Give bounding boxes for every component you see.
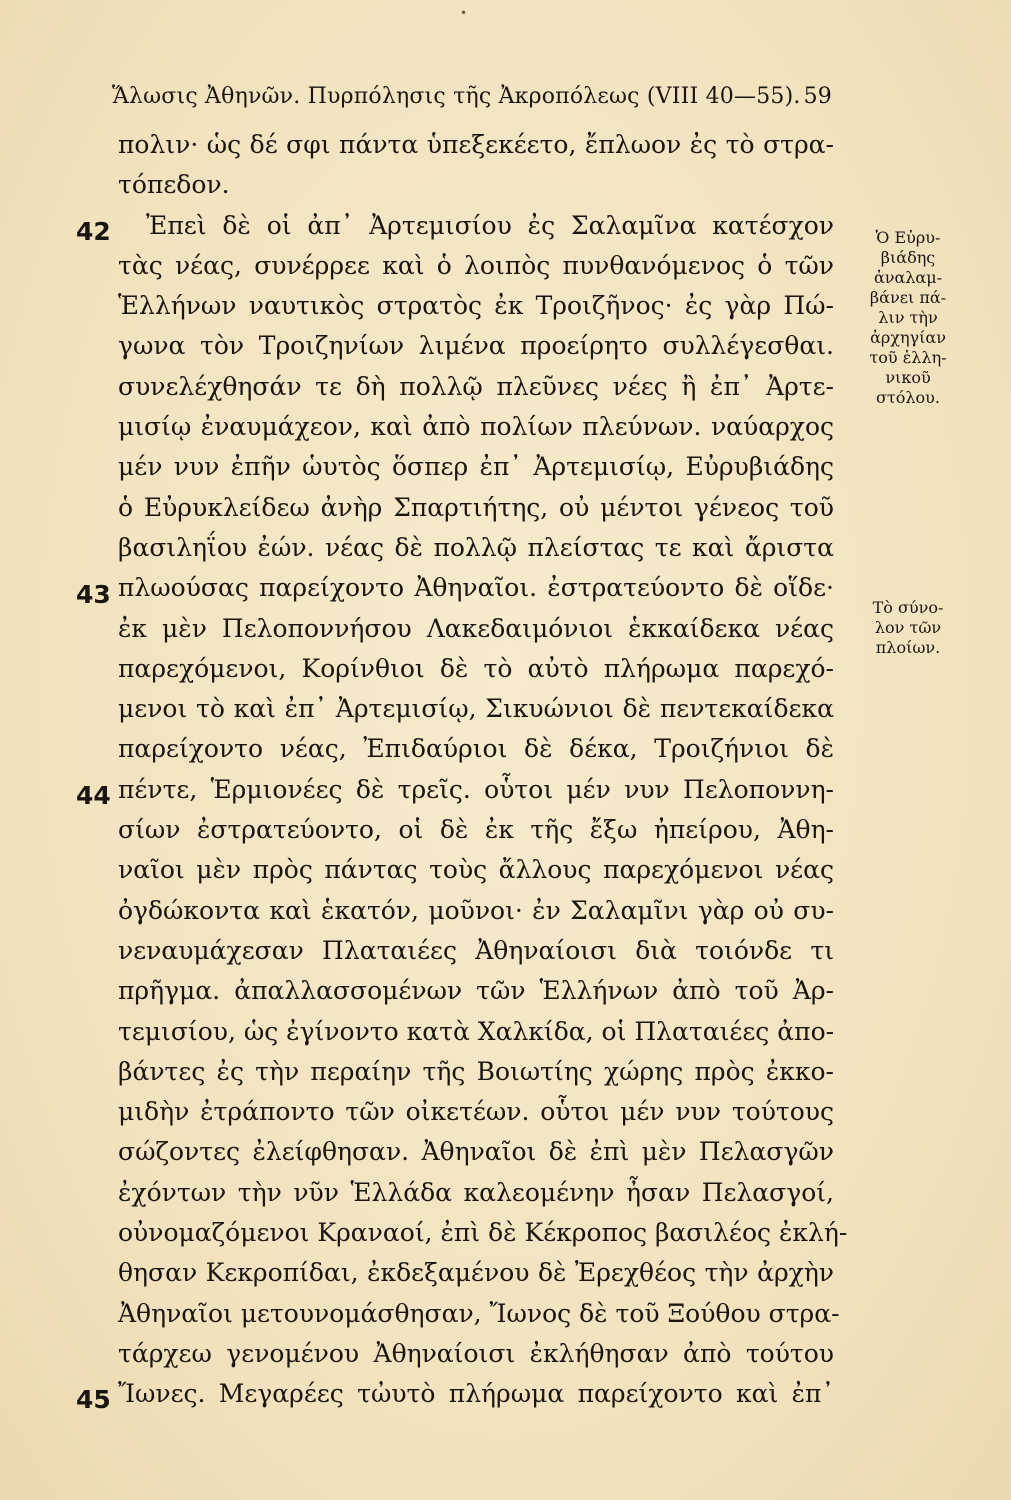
text-line: ἐχόντων τὴν νῦν Ἑλλάδα καλεομένην ἦσαν Πελασγοί, [118,1177,834,1207]
text-line: μέν νυν ἐπῆν ὡυτὸς ὅσπερ ἐπ᾽ Ἀρτεμισίῳ, Εὐρυβιάδης [118,452,834,482]
text-line: συνελέχθησάν τε δὴ πολλῷ πλεῦνες νέες ἢ ἐπ᾽ Ἀρτε- [118,371,834,401]
margin-note-line: λον τῶν [874,618,942,637]
text-line: Ἴωνες. Μεγαρέες τὠυτὸ πλήρωμα παρείχοντο καὶ ἐπ᾽ [118,1379,834,1409]
text-line: πλωούσας παρείχοντο Ἀθηναῖοι. ἐστρατεύοντο δὲ οἵδε· [118,573,834,603]
text-line: γωνα τὸν Τροιζηνίων λιμένα προείρητο συλλέγεσθαι. [118,331,834,361]
margin-note-line: ἀναλαμ- [873,268,943,287]
margin-note-line: λιν τὴν [878,308,938,327]
chapter-number: 45 [76,1385,111,1414]
text-line: παρεχόμενοι, Κορίνθιοι δὲ τὸ αὐτὸ πλήρωμα παρεχό- [118,653,834,683]
text-line: νεναυμάχεσαν Πλαταιέες Ἀθηναίοισι διὰ τοιόνδε τι [118,935,834,965]
text-line: σίων ἐστρατεύοντο, οἱ δὲ ἐκ τῆς ἔξω ἠπείρου, Ἀθη- [118,815,834,845]
text-line: οὐνομαζόμενοι Κραναοί, ἐπὶ δὲ Κέκροπος βασιλέος ἐκλή- [118,1218,848,1248]
margin-note-line: νικοῦ [885,368,931,387]
text-line: τόπεδον. [118,170,230,200]
margin-note-line: στόλου. [876,388,940,407]
margin-note-line: πλοίων. [875,638,941,657]
text-line: βασιληΐου ἐών. νέας δὲ πολλῷ πλείστας τε καὶ ἄριστα [118,532,834,562]
running-head [112,84,832,109]
margin-note-line: Τὸ σύνο- [872,598,944,617]
margin-note-line: βάνει πά- [869,288,947,307]
text-line: ὁ Εὐρυκλείδεω ἀνὴρ Σπαρτιήτης, οὐ μέντοι γένεος τοῦ [118,492,834,522]
text-line: ἐκ μὲν Πελοποννήσου Λακεδαιμόνιοι ἑκκαίδεκα νέας [118,613,834,643]
text-line: Ἐπεὶ δὲ οἱ ἀπ᾽ Ἀρτεμισίου ἐς Σαλαμῖνα κατέσχον [146,210,834,240]
text-line: μενοι τὸ καὶ ἐπ᾽ Ἀρτεμισίῳ, Σικυώνιοι δὲ πεντεκαίδεκα [118,694,834,724]
page-number: 59 [803,84,832,109]
print-speck: • [460,6,468,20]
margin-note-line: τοῦ ἑλλη- [869,348,947,367]
margin-note-line: βιάδης [880,248,936,267]
text-line: παρείχοντο νέας, Ἐπιδαύριοι δὲ δέκα, Τροιζήνιοι δὲ [118,734,834,764]
text-line: θησαν Κεκροπίδαι, ἐκδεξαμένου δὲ Ἐρεχθέος τὴν ἀρχὴν [118,1258,834,1288]
running-head-title: Ἅλωσις Ἀθηνῶν. Πυρπόλησις τῆς Ἀκροπόλεως (VIII 40—55). [112,84,801,109]
margin-note [848,228,968,408]
text-line: τάρχεω γενομένου Ἀθηναίοισι ἐκλήθησαν ἀπὸ τούτου [118,1338,834,1368]
text-line: πέντε, Ἑρμιονέες δὲ τρεῖς. οὗτοι μέν νυν Πελοποννη- [118,774,834,804]
text-line: μισίῳ ἐναυμάχεον, καὶ ἀπὸ πολίων πλεύνων. ναύαρχος [118,412,834,442]
text-line: Ἀθηναῖοι μετουνομάσθησαν, Ἴωνος δὲ τοῦ Ξούθου στρα- [118,1298,840,1328]
text-line: ὀγδώκοντα καὶ ἑκατόν, μοῦνοι· ἐν Σαλαμῖνι γὰρ οὐ συ- [118,895,834,925]
text-line: Ἑλλήνων ναυτικὸς στρατὸς ἐκ Τροιζῆνος· ἐς γὰρ Πώ- [118,291,834,321]
text-line: πρῆγμα. ἀπαλλασσομένων τῶν Ἑλλήνων ἀπὸ τοῦ Ἀρ- [118,976,834,1006]
text-line: ναῖοι μὲν πρὸς πάντας τοὺς ἄλλους παρεχόμενοι νέας [118,855,834,885]
text-line: σώζοντες ἐλείφθησαν. Ἀθηναῖοι δὲ ἐπὶ μὲν Πελασγῶν [118,1137,834,1167]
text-line: βάντες ἐς τὴν περαίην τῆς Βοιωτίης χώρης πρὸς ἐκκο- [118,1056,834,1086]
chapter-number: 42 [76,217,111,246]
text-line: τεμισίου, ὡς ἐγίνοντο κατὰ Χαλκίδα, οἱ Πλαταιέες ἀπο- [118,1016,835,1046]
body-text [118,125,848,1415]
text-line: μιδὴν ἐτράποντο τῶν οἰκετέων. οὗτοι μέν νυν τούτους [118,1097,834,1127]
text-line: τὰς νέας, συνέρρεε καὶ ὁ λοιπὸς πυνθανόμενος ὁ τῶν [118,250,834,280]
text-line: πολιν· ὡς δέ σφι πάντα ὑπεξεκέετο, ἔπλωον ἐς τὸ στρα- [118,130,834,159]
margin-note-line: ἀρχηγίαν [870,328,946,347]
chapter-number: 44 [76,781,111,810]
chapter-number: 43 [76,580,111,609]
margin-note-line: Ὁ Εὐρυ- [875,228,941,247]
margin-note [848,598,968,658]
